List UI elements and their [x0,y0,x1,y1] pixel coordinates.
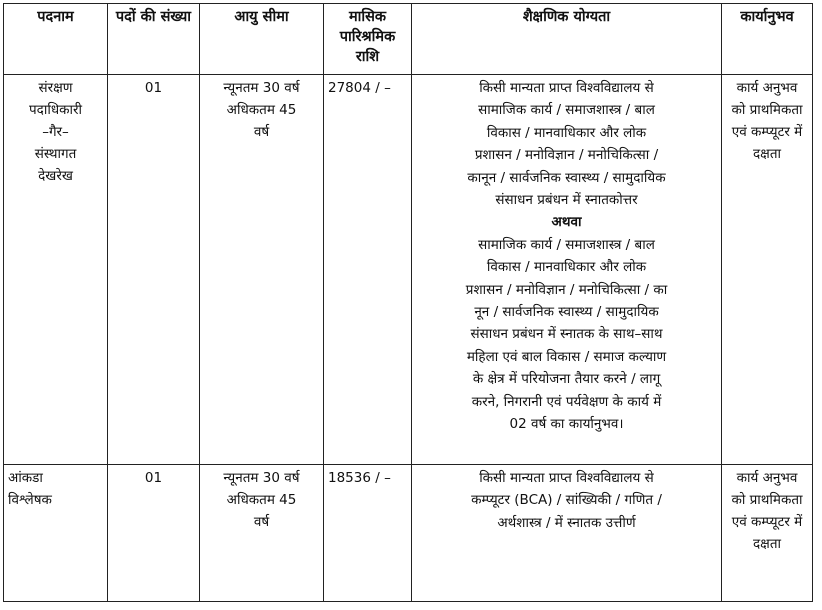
age-cell: न्यूनतम 30 वर्ष अधिकतम 45 वर्ष [200,75,324,465]
count-cell: 01 [108,465,200,602]
table-row [4,75,813,465]
salary-cell: 27804 / – [324,75,412,465]
experience-cell: कार्य अनुभव को प्राथमिकता एवं कम्प्यूटर में दक्षता [722,75,813,465]
age-cell: न्यूनतम 30 वर्ष अधिकतम 45 वर्ष [200,465,324,602]
header-experience: कार्यानुभव [722,4,813,75]
post-cell: आंकडा विश्लेषक [4,465,108,602]
qualification-cell: किसी मान्यता प्राप्त विश्वविद्यालय से सामाजिक कार्य / समाजशास्त्र / बाल विकास / मानवाधिकार और लोक प्रशासन / मनोविज्ञान / मनोचिकित्सा / कानून / सार्वजनिक स्वास्थ्य / सामुदायिक संसाधन प्रबंधन में स्नातकोत्तर अथवा सामाजिक कार्य / समाजशास्त्र / बाल विकास / मानवाधिकार और लोक प्रशासन / मनोविज्ञान / मनोचिकित्सा / का नून / सार्वजनिक स्वास्थ्य / सामुदायिक संसाधन प्रबंधन में स्नातक के साथ–साथ महिला एवं बाल विकास / समाज कल्याण के क्षेत्र में परियोजना तैयार करने / लागू करने, निगरानी एवं पर्यवेक्षण के कार्य में 02 वर्ष का कार्यानुभव। [412,75,722,465]
recruitment-table [3,3,813,602]
header-qualification: शैक्षणिक योग्यता [412,4,722,75]
header-age: आयु सीमा [200,4,324,75]
experience-cell: कार्य अनुभव को प्राथमिकता एवं कम्प्यूटर में दक्षता [722,465,813,602]
header-salary: मासिक पारिश्रमिक राशि [324,4,412,75]
table-row [4,465,813,602]
header-count: पदों की संख्या [108,4,200,75]
post-cell: संरक्षण पदाधिकारी –गैर– संस्थागत देखरेख [4,75,108,465]
salary-cell: 18536 / – [324,465,412,602]
qualification-cell: किसी मान्यता प्राप्त विश्वविद्यालय से कम्प्यूटर (BCA) / सांख्यिकी / गणित / अर्थशास्त्र / में स्नातक उत्तीर्ण [412,465,722,602]
count-cell: 01 [108,75,200,465]
or-label: अथवा [551,214,582,231]
header-post: पदनाम [4,4,108,75]
header-row [4,4,813,75]
